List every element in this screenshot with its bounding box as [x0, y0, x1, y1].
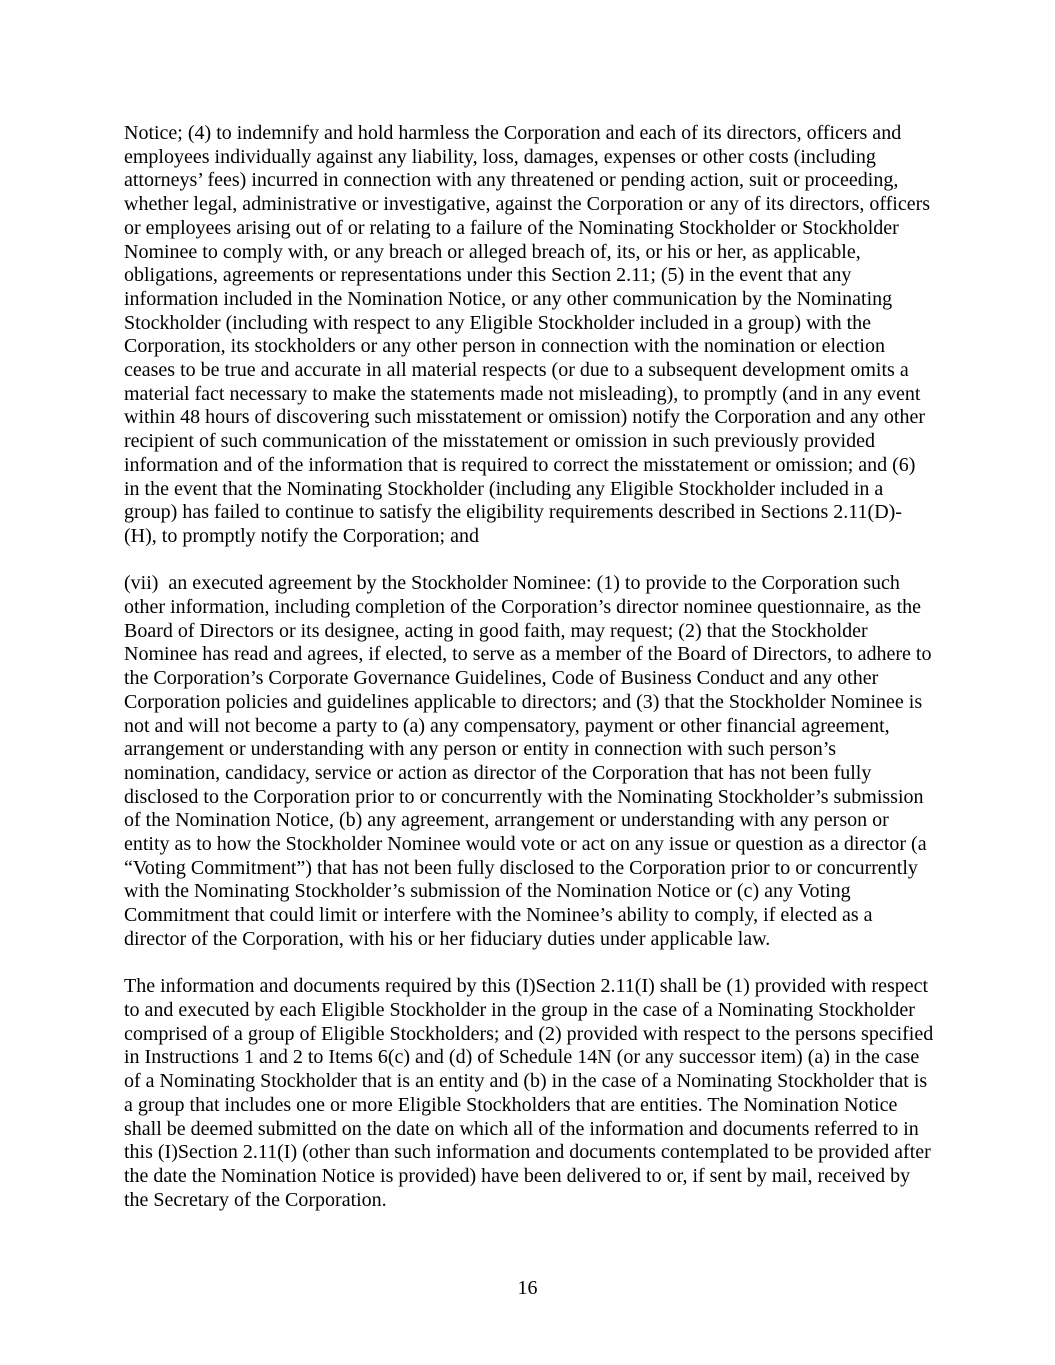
paragraph-indemnification-clauses: Notice; (4) to indemnify and hold harmless the Corporation and each of its directors, officers and employees individually against any liability, loss, damages, expenses or other costs (including attorneys’ fees) incurred in connection with any threatened or pending action, suit or proceeding, whether legal, administrative or investigative, against the Corporation or any of its directors, officers or employees arising out of or relating to a failure of the Nominating Stockholder or Stockholder Nominee to comply with, or any breach or alleged breach of, its, or his or her, as applicable, obligations, agreements or representations under this Section 2.11; (5) in the event that any information included in the Nomination Notice, or any other communication by the Nominating Stockholder (including with respect to any Eligible Stockholder included in a group) with the Corporation, its stockholders or any other person in connection with the nomination or election ceases to be true and accurate in all material respects (or due to a subsequent development omits a material fact necessary to make the statements made not misleading), to promptly (and in any event within 48 hours of discovering such misstatement or omission) notify the Corporation and any other recipient of such communication of the misstatement or omission in such previously provided information and of the information that is required to correct the misstatement or omission; and (6) in the event that the Nominating Stockholder (including any Eligible Stockholder included in a group) has failed to continue to satisfy the eligibility requirements described in Sections 2.11(D)-(H), to promptly notify the Corporation; and	[124, 122, 936, 547]
paragraph-information-and-documents: The information and documents required by this (I)Section 2.11(I) shall be (1) provided with respect to and executed by each Eligible Stockholder in the group in the case of a Nominating Stockholder comprised of a group of Eligible Stockholders; and (2) provided with respect to the persons specified in Instructions 1 and 2 to Items 6(c) and (d) of Schedule 14N (or any successor item) (a) in the case of a Nominating Stockholder that is an entity and (b) in the case of a Nominating Stockholder that is a group that includes one or more Eligible Stockholders that are entities. The Nomination Notice shall be deemed submitted on the date on which all of the information and documents referred to in this (I)Section 2.11(I) (other than such information and documents contemplated to be provided after the date the Nomination Notice is provided) have been delivered to or, if sent by mail, received by the Secretary of the Corporation.	[124, 975, 939, 1211]
document-body	[124, 122, 939, 1236]
paragraph-vii-executed-agreement: (vii) an executed agreement by the Stockholder Nominee: (1) to provide to the Corporation such other information, including completion of the Corporation’s director nominee questionnaire, as the Board of Directors or its designee, acting in good faith, may request; (2) that the Stockholder Nominee has read and agrees, if elected, to serve as a member of the Board of Directors, to adhere to the Corporation’s Corporate Governance Guidelines, Code of Business Conduct and any other Corporation policies and guidelines applicable to directors; and (3) that the Stockholder Nominee is not and will not become a party to (a) any compensatory, payment or other financial agreement, arrangement or understanding with any person or entity in connection with such person’s nomination, candidacy, service or action as director of the Corporation that has not been fully disclosed to the Corporation prior to or concurrently with the Nominating Stockholder’s submission of the Nomination Notice, (b) any agreement, arrangement or understanding with any person or entity as to how the Stockholder Nominee would vote or act on any issue or question as a director (a “Voting Commitment”) that has not been fully disclosed to the Corporation prior to or concurrently with the Nominating Stockholder’s submission of the Nomination Notice or (c) any Voting Commitment that could limit or interfere with the Nominee’s ability to comply, if elected as a director of the Corporation, with his or her fiduciary duties under applicable law.	[124, 572, 937, 950]
page-number: 16	[517, 1277, 538, 1299]
